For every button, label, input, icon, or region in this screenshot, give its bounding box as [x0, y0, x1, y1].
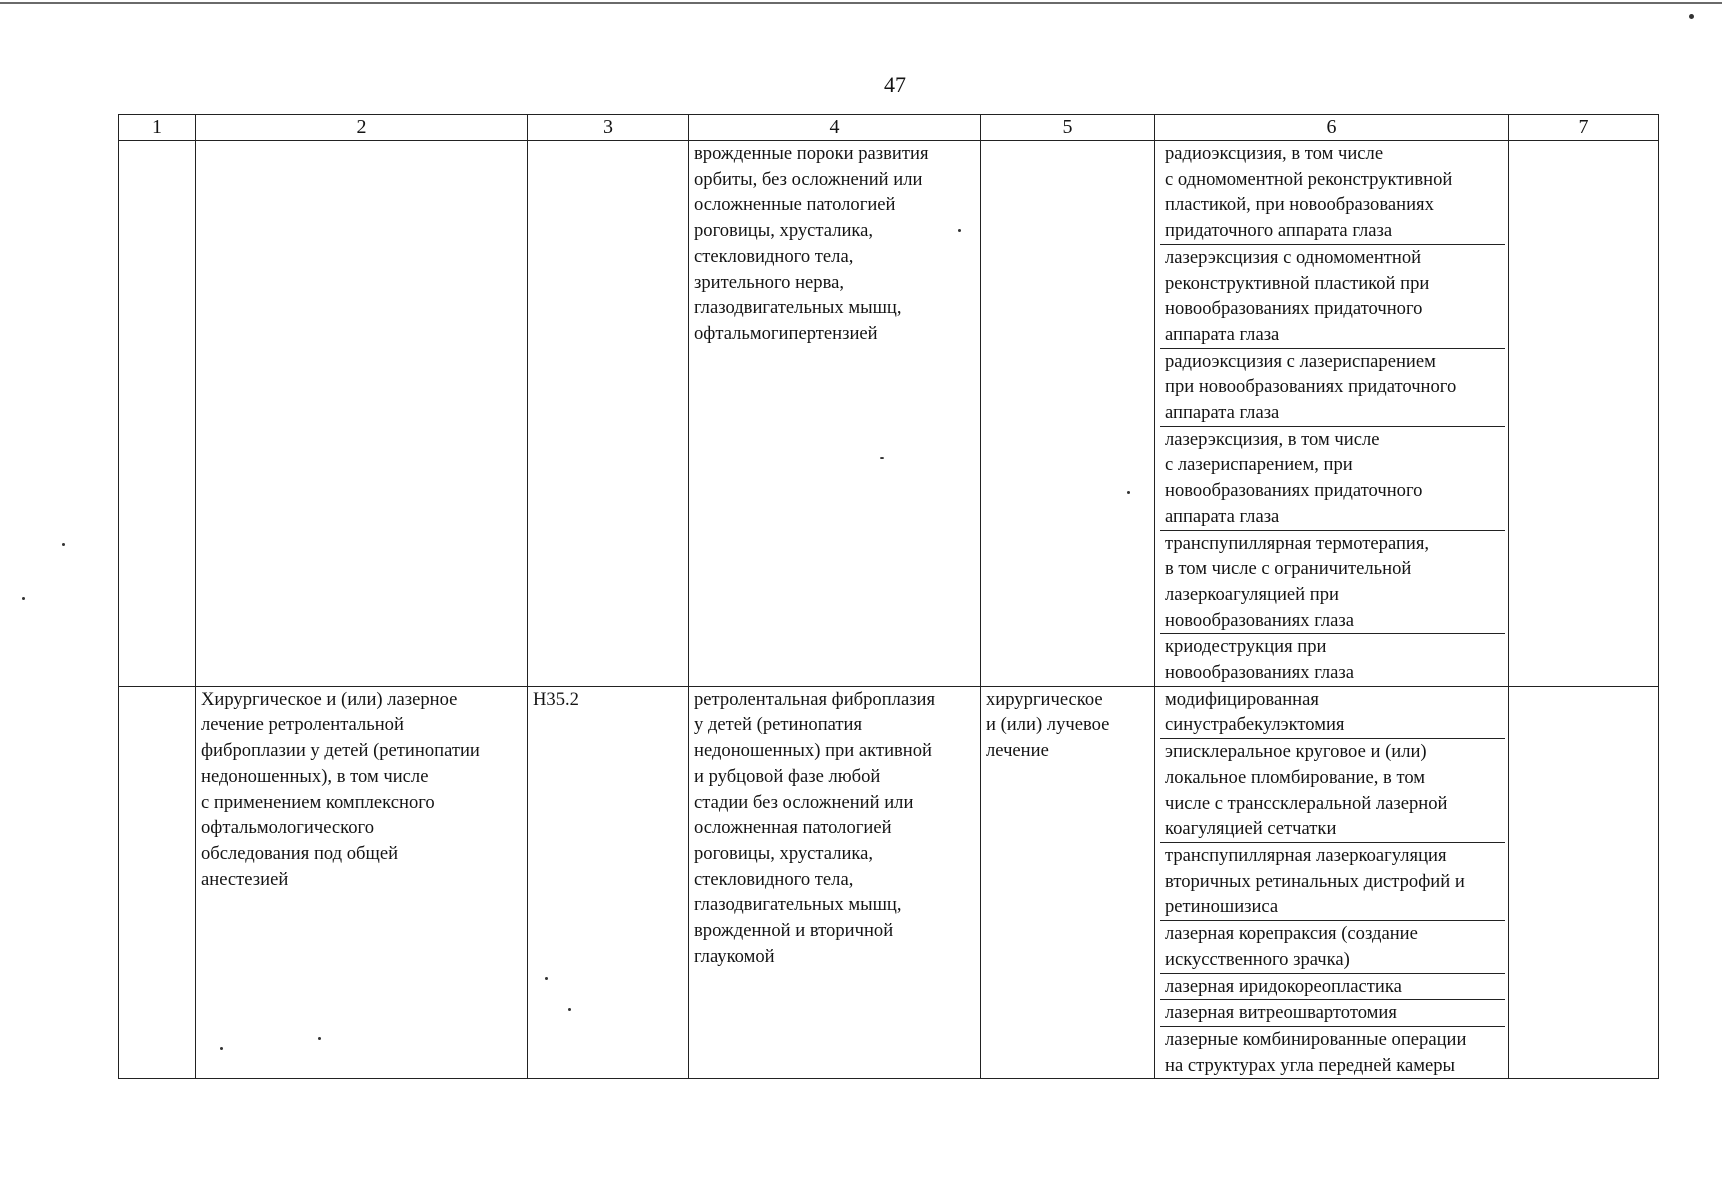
icd-code-cell	[528, 686, 689, 1079]
patient-model-cell	[689, 686, 981, 1079]
column-header: 1	[119, 115, 196, 141]
column-header: 5	[981, 115, 1155, 141]
table-row	[119, 686, 1659, 1079]
column-header: 4	[689, 115, 981, 141]
scan-speck	[1689, 14, 1694, 19]
treatment-type-cell	[981, 141, 1155, 687]
treatment-method: лазерэксцизия, в том числе с лазериспарением, при новообразованиях придаточного аппарата глаза	[1160, 426, 1505, 530]
treatment-type-cell	[981, 686, 1155, 1079]
treatment-method: лазерэксцизия с одномоментной реконструктивной пластикой при новообразованиях придаточного аппарата глаза	[1160, 244, 1505, 348]
services-table	[118, 114, 1659, 1079]
patient-model-cell	[689, 141, 981, 687]
treatment-method: радиоэксцизия с лазериспарением при новообразованиях придаточного аппарата глаза	[1160, 348, 1505, 426]
treatment-type: хирургическое и (или) лучевое лечение	[986, 688, 1110, 762]
scan-speck	[62, 543, 65, 546]
treatment-method: транспупиллярная лазеркоагуляция вторичных ретинальных дистрофий и ретиношизиса	[1160, 842, 1505, 920]
row-number-cell	[119, 141, 196, 687]
treatment-method: криодеструкция при новообразованиях глаза	[1160, 633, 1505, 685]
column-header: 6	[1155, 115, 1509, 141]
icd-code: Н35.2	[533, 688, 579, 710]
treatment-method: эписклеральное круговое и (или) локальное пломбирование, в том числе с транссклеральной лазерной коагуляцией сетчатки	[1160, 738, 1505, 842]
treatment-method: лазерные комбинированные операции на структурах угла передней камеры	[1160, 1026, 1505, 1078]
table-row	[119, 141, 1659, 687]
treatment-method: лазерная иридокореопластика	[1160, 973, 1505, 1000]
patient-model: врожденные пороки развития орбиты, без осложнений или осложненные патологией роговицы, хрусталика, стекловидного тела, зрительного нерва, глазодвигательных мышц, офтальмогипертензией	[694, 143, 929, 344]
service-name: Хирургическое и (или) лазерное лечение ретролентальной фиброплазии у детей (ретинопатии недоношенных), в том числе с применением комплексного офтальмологического обследования под общей анестезией	[201, 688, 480, 890]
service-name-cell	[196, 141, 528, 687]
treatment-method: лазерная корепраксия (создание искусственного зрачка)	[1160, 920, 1505, 972]
scan-border-line	[0, 2, 1722, 4]
scan-speck	[22, 597, 25, 600]
column-header: 3	[528, 115, 689, 141]
treatment-method: лазерная витреошвартотомия	[1160, 999, 1505, 1026]
row-number-cell	[119, 686, 196, 1079]
icd-code-cell	[528, 141, 689, 687]
treatment-method: радиоэксцизия, в том числе с одномоментной реконструктивной пластикой, при новообразованиях придаточного аппарата глаза	[1165, 143, 1453, 242]
cost-cell	[1509, 141, 1659, 687]
service-name-cell	[196, 686, 528, 1079]
treatment-methods-cell	[1155, 141, 1509, 687]
header-row	[119, 115, 1659, 141]
patient-model: ретролентальная фиброплазия у детей (ретинопатия недоношенных) при активной и рубцовой фазе любой стадии без осложнений или осложненная патологией роговицы, хрусталика, стекловидного тела, глазодвигательных мышц, врожденной и вторичной глаукомой	[694, 688, 936, 967]
column-header: 2	[196, 115, 528, 141]
treatment-method: транспупиллярная термотерапия, в том числе с ограничительной лазеркоагуляцией при новообразованиях глаза	[1160, 530, 1505, 634]
page-number: 47	[884, 72, 906, 97]
cost-cell	[1509, 686, 1659, 1079]
treatment-methods-cell	[1155, 686, 1509, 1079]
treatment-method: модифицированная синустрабекулэктомия	[1165, 688, 1345, 736]
column-header: 7	[1509, 115, 1659, 141]
